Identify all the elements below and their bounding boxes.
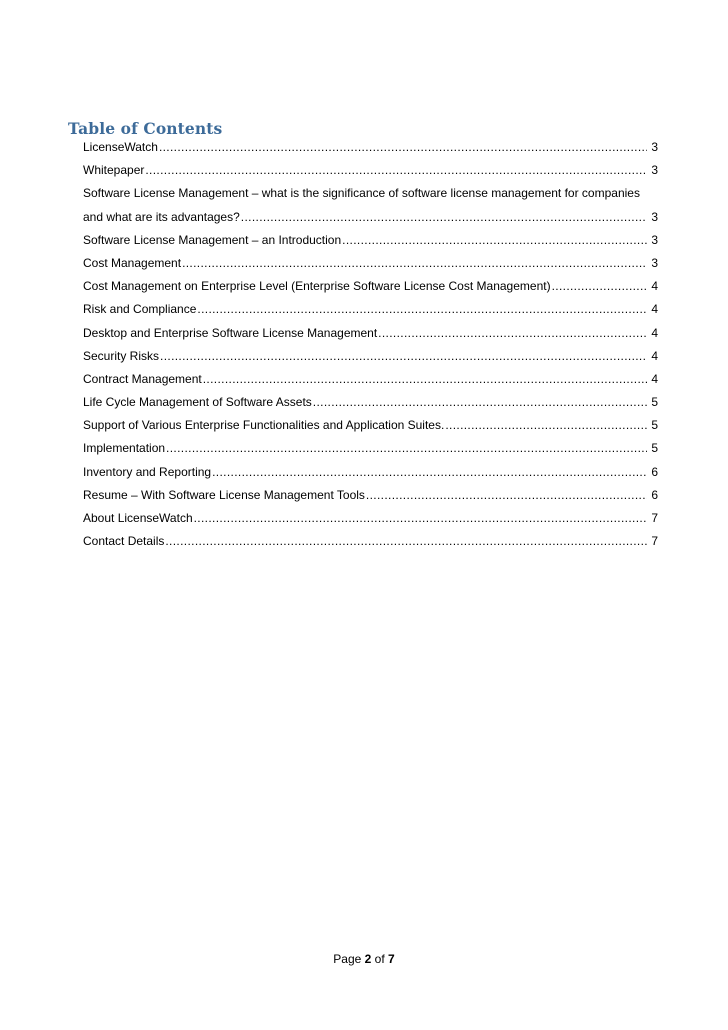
footer-total-pages: 7 bbox=[388, 952, 395, 966]
toc-entry-page: 5 bbox=[651, 418, 658, 433]
toc-entry-page: 5 bbox=[651, 395, 658, 410]
toc-entry-page: 6 bbox=[651, 487, 658, 502]
dot-leader bbox=[159, 140, 647, 155]
toc-entry-page: 3 bbox=[651, 140, 658, 154]
toc-entry-page: 3 bbox=[651, 232, 658, 247]
dot-leader bbox=[197, 302, 647, 317]
toc-entry-resume[interactable] bbox=[83, 488, 658, 503]
toc-entry-label: Cost Management bbox=[83, 255, 182, 270]
dot-leader bbox=[166, 441, 647, 456]
toc-entry-support-suites[interactable] bbox=[83, 418, 658, 433]
toc-entry-label: Contract Management bbox=[83, 371, 202, 386]
toc-entry-label: Whitepaper bbox=[83, 163, 145, 178]
dot-leader bbox=[366, 488, 647, 503]
toc-entry-page: 7 bbox=[651, 511, 658, 525]
toc-entry-enterprise-cost[interactable] bbox=[83, 279, 658, 294]
dot-leader bbox=[145, 163, 647, 178]
toc-entry-page: 4 bbox=[651, 302, 658, 317]
toc-entry-contact[interactable] bbox=[83, 534, 658, 549]
dot-leader bbox=[241, 210, 648, 225]
toc-heading: Table of Contents bbox=[68, 119, 223, 138]
dot-leader bbox=[203, 372, 648, 387]
toc-entry-desktop-enterprise[interactable] bbox=[83, 326, 658, 341]
toc-entry-page: 4 bbox=[651, 279, 658, 294]
toc-entry-implementation[interactable] bbox=[83, 441, 658, 456]
toc-entry-label: Desktop and Enterprise Software License Management bbox=[83, 325, 378, 340]
toc-entry-contract-management[interactable] bbox=[83, 372, 658, 387]
toc-entry-label: and what are its advantages? bbox=[83, 209, 240, 224]
toc-entry-page: 6 bbox=[651, 464, 658, 479]
dot-leader bbox=[182, 256, 647, 271]
toc-entry-page: 4 bbox=[651, 325, 658, 340]
toc-entry-label: Life Cycle Management of Software Assets bbox=[83, 395, 312, 410]
toc-entry-label: Cost Management on Enterprise Level (Enterprise Software License Cost Management) bbox=[83, 279, 551, 294]
toc-entry-whitepaper[interactable] bbox=[83, 163, 658, 178]
toc-entry-page: 4 bbox=[651, 371, 658, 386]
toc-entry-page: 3 bbox=[651, 209, 658, 224]
toc-entry-label-line1: Software License Management – what is the significance of software license management for companies bbox=[83, 186, 640, 201]
toc-entry-life-cycle[interactable] bbox=[83, 395, 658, 410]
page-footer bbox=[0, 952, 728, 966]
toc-entry-page: 7 bbox=[651, 534, 658, 549]
toc-entry-page: 5 bbox=[651, 441, 658, 456]
toc-entry-page: 3 bbox=[651, 163, 658, 178]
dot-leader bbox=[165, 534, 647, 549]
toc-entry-licensewatch[interactable] bbox=[83, 140, 658, 155]
dot-leader bbox=[342, 233, 647, 248]
toc-entry-cost-management[interactable] bbox=[83, 256, 658, 271]
toc-entry-significance[interactable] bbox=[83, 186, 658, 224]
toc-entry-label: LicenseWatch bbox=[83, 140, 158, 154]
toc-entry-page: 4 bbox=[651, 348, 658, 363]
footer-current-page: 2 bbox=[364, 952, 372, 966]
toc-entry-about[interactable] bbox=[83, 511, 658, 526]
dot-leader bbox=[212, 465, 647, 480]
toc-entry-security-risks[interactable] bbox=[83, 349, 658, 364]
toc-entry-page: 3 bbox=[651, 255, 658, 270]
toc-entry-label: Support of Various Enterprise Functionalities and Application Suites. bbox=[83, 418, 445, 433]
toc-entry-label: Software License Management – an Introduction bbox=[83, 232, 342, 247]
dot-leader bbox=[445, 418, 647, 433]
toc-entry-inventory-reporting[interactable] bbox=[83, 465, 658, 480]
dot-leader bbox=[313, 395, 648, 410]
toc-entry-label: About LicenseWatch bbox=[83, 511, 193, 525]
toc-entry-label: Security Risks bbox=[83, 348, 160, 363]
footer-sep: of bbox=[374, 952, 385, 966]
table-of-contents bbox=[83, 140, 658, 557]
dot-leader bbox=[378, 326, 647, 341]
footer-prefix: Page bbox=[333, 952, 362, 966]
toc-entry-label: Resume – With Software License Management Tools bbox=[83, 487, 365, 502]
dot-leader bbox=[160, 349, 647, 364]
toc-entry-risk-compliance[interactable] bbox=[83, 302, 658, 317]
dot-leader bbox=[194, 511, 648, 526]
dot-leader bbox=[552, 279, 648, 294]
toc-entry-label: Risk and Compliance bbox=[83, 302, 197, 317]
toc-entry-label: Inventory and Reporting bbox=[83, 464, 212, 479]
toc-entry-label: Implementation bbox=[83, 441, 166, 456]
toc-entry-label: Contact Details bbox=[83, 534, 165, 549]
toc-entry-introduction[interactable] bbox=[83, 233, 658, 248]
